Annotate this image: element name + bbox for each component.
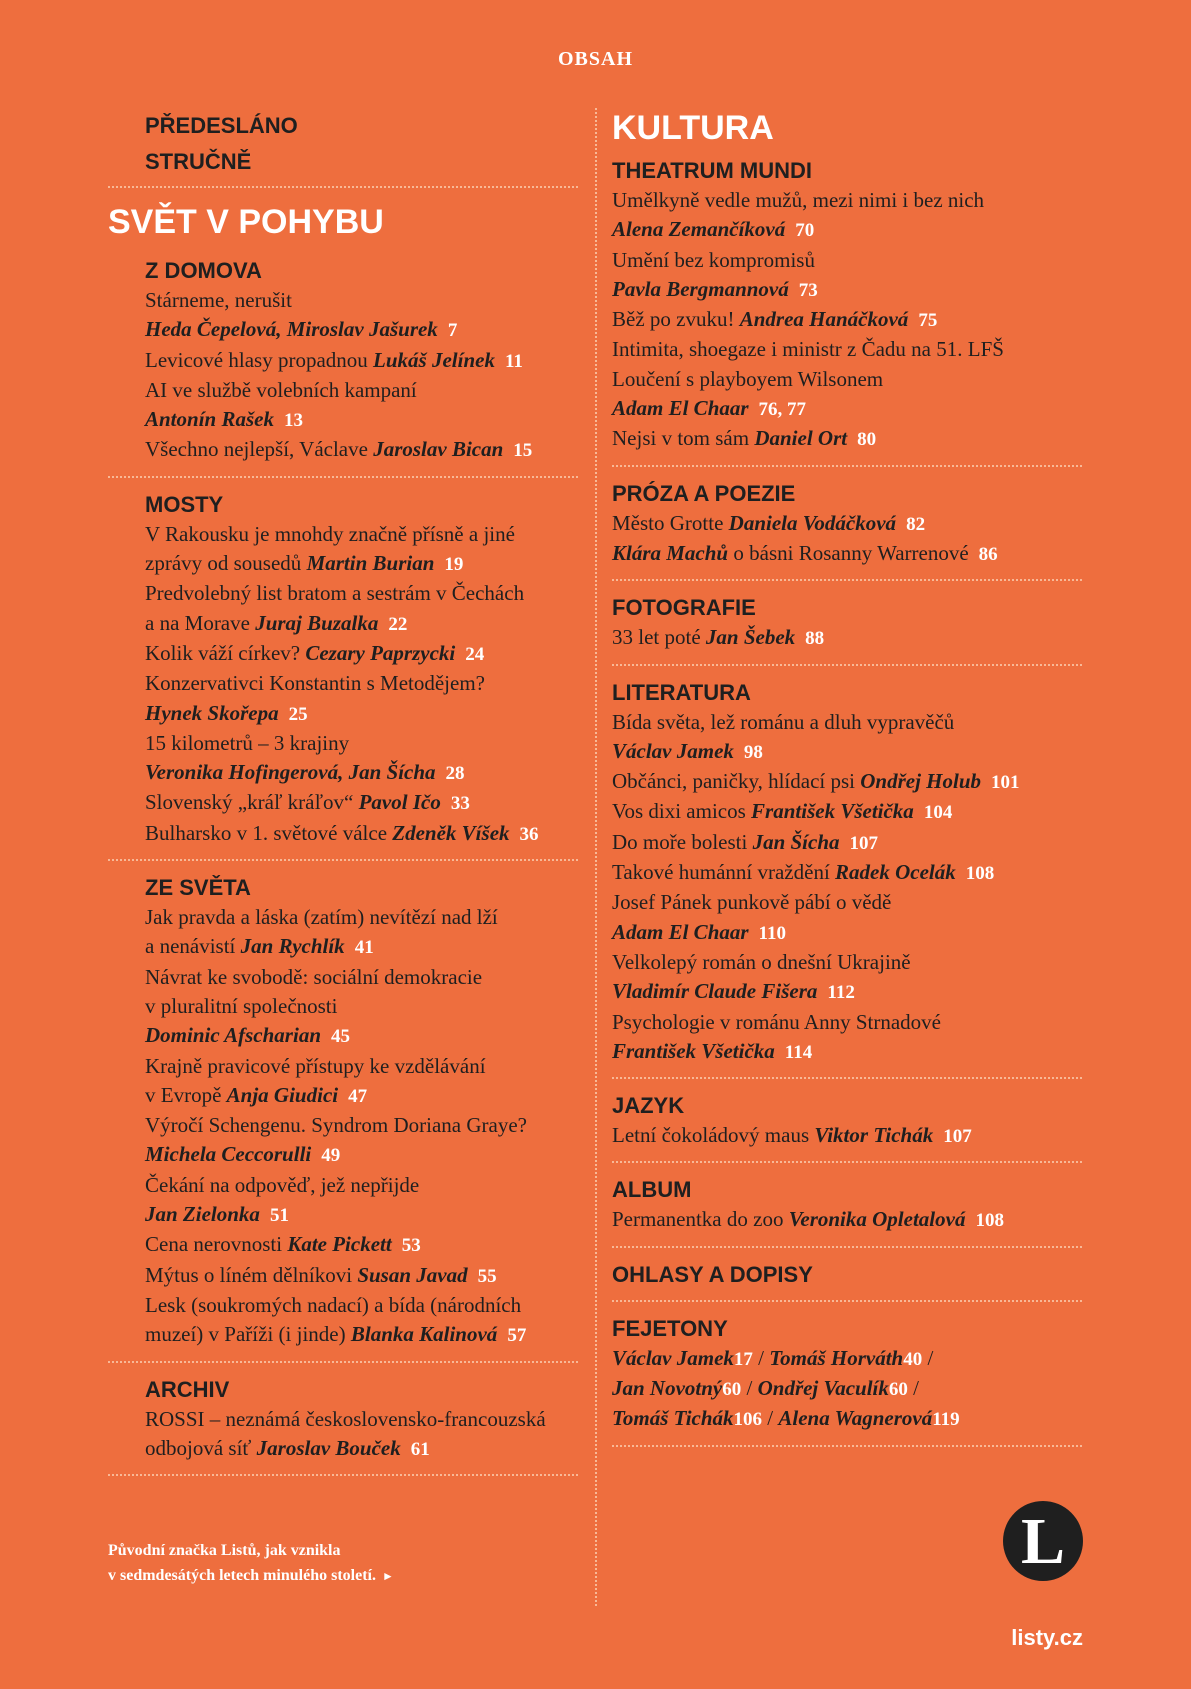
toc-entry[interactable]	[145, 579, 578, 608]
entry-title: muzeí) v Paříži (i jinde)	[145, 1322, 351, 1347]
page-number: 98	[743, 741, 763, 763]
toc-entry[interactable]	[145, 819, 578, 849]
toc-entry[interactable]	[145, 549, 578, 579]
entry-title: Josef Pánek punkově pábí o vědě	[612, 890, 892, 915]
entry-title: Kolik váží církev?	[145, 640, 306, 665]
entry-author: Ondřej Holub	[860, 769, 982, 794]
entry-title: v Evropě	[145, 1082, 227, 1107]
page-number: 60	[722, 1379, 742, 1401]
entry-title: Návrat ke svobodě: sociální demokracie	[145, 964, 483, 989]
column-divider	[595, 108, 597, 1606]
entry-title: a nenávistí	[145, 934, 241, 959]
entry-author: Kate Pickett	[287, 1232, 392, 1257]
entry-author: Jan Šebek	[705, 625, 796, 650]
page-number: 11	[504, 350, 523, 372]
toc-entry[interactable]	[612, 918, 1082, 948]
toc-entry[interactable]	[612, 828, 1082, 858]
entry-author: Michela Ceccorulli	[145, 1142, 312, 1167]
entry-title: Všechno nejlepší, Václave	[145, 437, 374, 462]
page-number: 114	[784, 1041, 813, 1063]
toc-entry[interactable]	[145, 992, 578, 1021]
toc-entry[interactable]	[145, 1291, 578, 1320]
page-number: 119	[932, 1409, 960, 1431]
section-title-kultura: KULTURA	[612, 109, 774, 147]
entry-author: Cezary Paprzycki	[305, 640, 456, 665]
page-number: 36	[519, 823, 539, 845]
entry-author: Václav Jamek	[612, 738, 734, 763]
toc-entry[interactable]	[612, 394, 1082, 424]
page-number: 22	[388, 613, 408, 635]
page-number: 45	[331, 1026, 350, 1048]
toc-entry[interactable]	[612, 186, 1082, 215]
page-number: 57	[507, 1325, 527, 1347]
toc-entry[interactable]	[612, 797, 1082, 827]
toc-entry[interactable]	[145, 1261, 578, 1291]
entry-author: Andrea Hanáčková	[739, 307, 909, 332]
toc-entry[interactable]	[145, 903, 578, 932]
logo-caption	[108, 1538, 394, 1589]
page-number: 82	[906, 513, 926, 535]
page-number: 19	[444, 554, 464, 576]
entry-author: Adam El Chaar	[612, 919, 749, 944]
entry-author: Alena Wagnerová	[778, 1406, 933, 1431]
toc-entry[interactable]	[145, 729, 578, 758]
entry-title: Vos dixi amicos	[612, 799, 752, 824]
entry-title: Umění bez kompromisů	[612, 247, 815, 272]
separator: /	[752, 1345, 770, 1370]
entry-title: a na Morave	[145, 610, 256, 635]
entry-author: Jaroslav Bican	[373, 437, 504, 462]
toc-entry[interactable]	[612, 539, 1082, 569]
entry-author: Antonín Rašek	[145, 407, 274, 432]
entry-author: Hynek Skořepa	[145, 700, 279, 725]
toc-entry[interactable]	[145, 932, 578, 962]
toc-section	[108, 861, 578, 1362]
toc-entry[interactable]	[612, 767, 1082, 797]
toc-section	[108, 478, 578, 861]
entry-title: V Rakousku je mnohdy značně přísně a jiné	[145, 521, 515, 546]
toc-section	[108, 256, 578, 478]
entry-author: Tomáš Tichák	[612, 1406, 734, 1431]
entry-author: Pavol Ičo	[358, 790, 441, 815]
left-sections	[108, 256, 578, 1476]
toc-entry[interactable]	[145, 1320, 578, 1350]
page-number: 7	[447, 320, 458, 342]
entry-author: Daniela Vodáčková	[728, 510, 897, 535]
toc-entry[interactable]	[612, 1205, 1082, 1235]
page-number: 104	[923, 802, 953, 824]
section-heading[interactable]: ARCHIV	[145, 1376, 230, 1402]
page-number: 86	[978, 543, 998, 565]
toc-entry[interactable]	[145, 758, 578, 788]
toc-entry[interactable]	[145, 788, 578, 818]
entry-title: Běž po zvuku!	[612, 307, 740, 332]
toc-section	[612, 1248, 1082, 1302]
separator: /	[741, 1376, 758, 1401]
entry-title: Výročí Schengenu. Syndrom Doriana Graye?	[145, 1113, 527, 1138]
entry-title: AI ve službě volebních kampaní	[145, 377, 417, 402]
toc-entry[interactable]	[145, 699, 578, 729]
fejeton-row[interactable]	[612, 1404, 1082, 1434]
toc-entry[interactable]	[145, 1200, 578, 1230]
toc-entry[interactable]	[145, 315, 578, 345]
toc-entry[interactable]	[612, 335, 1082, 364]
entry-author: Zdeněk Víšek	[392, 820, 510, 845]
toc-entry[interactable]	[145, 1140, 578, 1170]
toc-entry[interactable]	[145, 435, 578, 465]
entry-author: Dominic Afscharian	[145, 1023, 321, 1048]
page-number: 15	[513, 440, 533, 462]
toc-entry[interactable]	[145, 286, 578, 315]
entry-author: Anja Giudici	[226, 1082, 339, 1107]
fejeton-row[interactable]	[612, 1374, 1082, 1404]
entry-author: Radek Ocelák	[835, 860, 956, 885]
page-number: 49	[321, 1145, 341, 1167]
entry-title: Predvolebný list bratom a sestrám v Čechách	[145, 581, 525, 606]
toc-section	[612, 1163, 1082, 1247]
section-heading[interactable]: FOTOGRAFIE	[612, 595, 756, 621]
section-title-svet-v-pohybu: SVĚT V POHYBU	[108, 203, 384, 241]
toc-entry[interactable]	[612, 948, 1082, 977]
entry-title: o básni Rosanny Warrenové	[728, 540, 969, 565]
toc-entry[interactable]	[145, 405, 578, 435]
toc-entry[interactable]	[145, 376, 578, 405]
toc-entry[interactable]	[612, 365, 1082, 394]
page-number: 107	[849, 832, 879, 854]
separator: /	[922, 1345, 934, 1370]
page-number: 75	[918, 310, 938, 332]
entry-author: František Všetička	[751, 799, 914, 824]
entry-author: Jan Šícha	[752, 829, 840, 854]
caption-line-2: v sedmdesátých letech minulého století.	[108, 1567, 376, 1584]
entry-title: Slovenský „kráľ kráľov“	[145, 790, 359, 815]
toc-entry[interactable]	[612, 1008, 1082, 1037]
page-number: 80	[857, 429, 877, 451]
entry-title: Bulharsko v 1. světové válce	[145, 820, 393, 845]
page-number: 17	[733, 1348, 753, 1370]
toc-entry[interactable]	[612, 509, 1082, 539]
entry-author: Veronika Opletalová	[788, 1207, 966, 1232]
entry-author: Heda Čepelová, Miroslav Jašurek	[145, 317, 438, 342]
page-number: 108	[965, 863, 995, 885]
entry-author: Martin Burian	[306, 551, 435, 576]
page-number: 40	[903, 1348, 923, 1370]
toc-entry[interactable]	[612, 977, 1082, 1007]
entry-title: Město Grotte	[612, 510, 729, 535]
entry-author: Jan Zielonka	[145, 1202, 260, 1227]
page-number: 73	[798, 279, 818, 301]
listy-logo: L	[1003, 1501, 1083, 1581]
caption-line-1: Původní značka Listů, jak vznikla	[108, 1542, 341, 1559]
entry-author: Lukáš Jelínek	[373, 347, 495, 372]
toc-entry[interactable]	[145, 609, 578, 639]
section-heading[interactable]: MOSTY	[145, 491, 224, 517]
page-number: 33	[450, 793, 470, 815]
entry-title: Mýtus o líném dělníkovi	[145, 1262, 358, 1287]
toc-section	[612, 581, 1082, 665]
top-item-strucne[interactable]: STRUČNĚ	[108, 144, 578, 188]
page-title: OBSAH	[557, 48, 634, 70]
entry-title: Permanentka do zoo	[612, 1207, 789, 1232]
toc-entry[interactable]	[145, 1230, 578, 1260]
toc-section	[612, 666, 1082, 1080]
top-item-predeslano[interactable]: PŘEDESLÁNO	[145, 113, 298, 138]
page-number: 24	[465, 643, 485, 665]
toc-entry[interactable]	[612, 858, 1082, 888]
entry-title: Velkolepý román o dnešní Ukrajině	[612, 949, 911, 974]
entry-author: Jan Novotný	[612, 1376, 723, 1401]
section-heading[interactable]: Z DOMOVA	[145, 258, 262, 283]
entry-title: Lesk (soukromých nadací) a bída (národních	[145, 1292, 522, 1317]
entry-author: Daniel Ort	[754, 426, 848, 451]
entry-title: 15 kilometrů – 3 krajiny	[145, 730, 350, 755]
page-number: 41	[354, 937, 374, 959]
toc-entry[interactable]	[612, 305, 1082, 335]
entry-title: Umělkyně vedle mužů, mezi nimi i bez nich	[612, 188, 985, 212]
entry-title: odbojová síť	[145, 1435, 257, 1460]
page-number: 110	[758, 922, 786, 944]
toc-section	[612, 1079, 1082, 1163]
arrow-right-icon: ►	[381, 1569, 394, 1583]
entry-title: Jak pravda a láska (zatím) nevítězí nad lží	[145, 905, 498, 930]
toc-entry[interactable]	[145, 1171, 578, 1200]
entry-title: Psychologie v románu Anny Strnadové	[612, 1009, 941, 1034]
section-heading[interactable]: THEATRUM MUNDI	[612, 158, 813, 183]
toc-entry[interactable]	[145, 669, 578, 698]
entry-author: Jaroslav Bouček	[256, 1435, 401, 1460]
toc-entry[interactable]	[145, 1021, 578, 1051]
page-number: 60	[888, 1379, 908, 1401]
entry-title: Nejsi v tom sám	[612, 426, 755, 451]
toc-entry[interactable]	[145, 520, 578, 549]
entry-author: Tomáš Horváth	[769, 1345, 904, 1370]
entry-author: Veronika Hofingerová, Jan Šícha	[145, 760, 436, 785]
entry-author: František Všetička	[612, 1038, 775, 1063]
entry-title: zprávy od sousedů	[145, 551, 307, 576]
page-number: 70	[795, 220, 815, 242]
page-number: 25	[288, 703, 308, 725]
toc-entry[interactable]	[612, 737, 1082, 767]
toc-entry[interactable]	[145, 639, 578, 669]
entry-title: Konzervativci Konstantin s Metodějem?	[145, 671, 485, 696]
entry-author: Susan Javad	[357, 1262, 468, 1287]
page-number: 51	[269, 1205, 289, 1227]
right-sections	[612, 156, 1082, 1447]
page-number: 112	[827, 982, 855, 1004]
separator: /	[762, 1406, 779, 1431]
page-number: 76, 77	[758, 399, 807, 421]
toc-entry[interactable]	[145, 1434, 578, 1464]
entry-title: v pluralitní společnosti	[145, 993, 338, 1018]
page-number: 55	[477, 1265, 497, 1287]
toc-entry[interactable]	[612, 246, 1082, 275]
toc-entry[interactable]	[145, 1111, 578, 1140]
entry-title: Čekání na odpověď, jež nepřijde	[145, 1172, 420, 1197]
toc-entry[interactable]	[145, 1405, 578, 1434]
entry-title: Letní čokoládový maus	[612, 1123, 815, 1148]
entry-author: Viktor Tichák	[814, 1123, 934, 1148]
toc-entry[interactable]	[612, 215, 1082, 245]
page-number: 108	[975, 1210, 1004, 1232]
toc-section	[612, 156, 1082, 467]
entry-author: Václav Jamek	[612, 1345, 734, 1370]
entry-author: Pavla Bergmannová	[612, 276, 789, 301]
entry-author: Ondřej Vaculík	[757, 1376, 889, 1401]
entry-title: Cena nerovnosti	[145, 1232, 288, 1257]
entry-author: Klára Machů	[612, 540, 729, 565]
toc-entry[interactable]	[145, 346, 578, 376]
page-number: 47	[348, 1085, 368, 1107]
entry-author: Adam El Chaar	[612, 396, 749, 421]
entry-author: Alena Zemančíková	[612, 217, 786, 242]
entry-author: Blanka Kalinová	[350, 1322, 498, 1347]
entry-title: 33 let poté	[612, 625, 706, 650]
page-number: 61	[410, 1438, 430, 1460]
section-heading[interactable]: OHLASY A DOPISY	[612, 1261, 813, 1287]
toc-entry[interactable]	[612, 1121, 1082, 1151]
page-number: 28	[445, 763, 465, 785]
entry-title: Loučení s playboyem Wilsonem	[612, 366, 884, 391]
page-number: 88	[805, 628, 825, 650]
entry-author: Juraj Buzalka	[255, 610, 379, 635]
section-heading[interactable]: ALBUM	[612, 1177, 692, 1203]
page-number: 13	[283, 410, 303, 432]
entry-title: ROSSI – neznámá československo-francouzská	[145, 1406, 546, 1431]
toc-section	[612, 1302, 1082, 1447]
toc-entry[interactable]	[145, 1052, 578, 1081]
site-link[interactable]: listy.cz	[1011, 1625, 1083, 1650]
toc-entry[interactable]	[145, 1081, 578, 1111]
page-number: 101	[991, 772, 1020, 794]
entry-author: Jan Rychlík	[240, 934, 345, 959]
entry-title: Levicové hlasy propadnou	[145, 347, 374, 372]
entry-title: Do moře bolesti	[612, 829, 753, 854]
entry-title: Občánci, paničky, hlídací psi	[612, 769, 861, 794]
section-heading[interactable]: FEJETONY	[612, 1315, 728, 1341]
section-heading[interactable]: PRÓZA A POEZIE	[612, 480, 796, 506]
fejeton-row[interactable]	[612, 1344, 1082, 1374]
toc-section	[108, 1363, 578, 1477]
entry-title: Bída světa, lež románu a dluh vypravěčů	[612, 709, 955, 734]
toc-entry[interactable]	[612, 888, 1082, 917]
toc-entry[interactable]	[612, 1037, 1082, 1067]
toc-entry[interactable]	[145, 963, 578, 992]
page-number: 107	[943, 1126, 972, 1148]
toc-entry[interactable]	[612, 623, 1082, 653]
toc-section	[612, 467, 1082, 582]
toc-entry[interactable]	[612, 275, 1082, 305]
right-column	[612, 108, 1082, 1447]
section-heading[interactable]: ZE SVĚTA	[145, 875, 251, 901]
section-heading[interactable]: JAZYK	[612, 1093, 685, 1119]
entry-title: Stárneme, nerušit	[145, 288, 292, 312]
toc-entry[interactable]	[612, 708, 1082, 737]
entry-author: Vladimír Claude Fišera	[612, 979, 818, 1004]
section-heading[interactable]: LITERATURA	[612, 679, 751, 705]
toc-entry[interactable]	[612, 424, 1082, 454]
left-column	[108, 108, 578, 1476]
entry-title: Intimita, shoegaze i ministr z Čadu na 51. LFŠ	[612, 337, 1004, 362]
page-number: 106	[733, 1409, 763, 1431]
page-number: 53	[401, 1235, 421, 1257]
separator: /	[907, 1376, 919, 1401]
entry-title: Krajně pravicové přístupy ke vzdělávání	[145, 1053, 486, 1078]
entry-title: Takové humánní vraždění	[612, 860, 836, 885]
